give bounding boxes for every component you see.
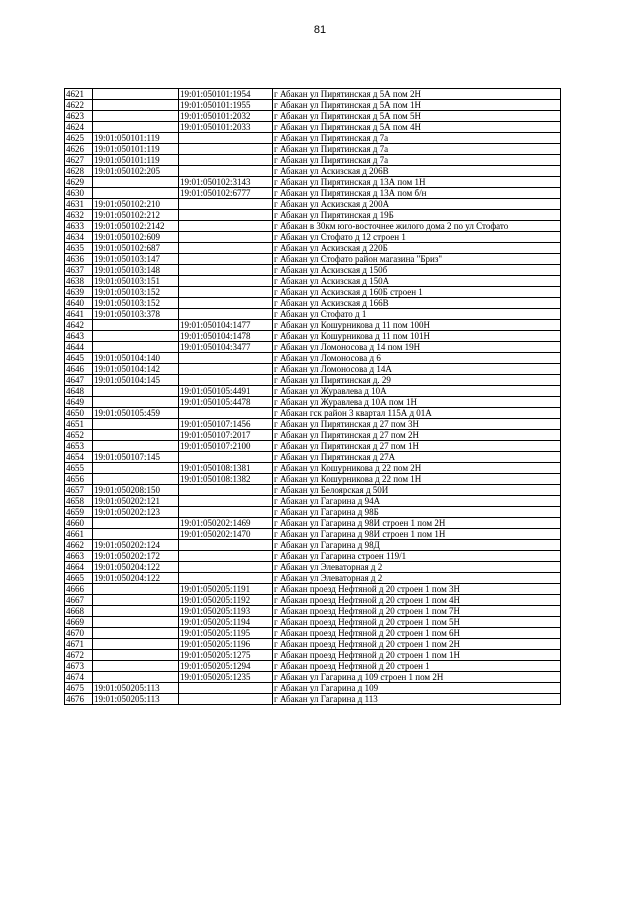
address-cell: г Абакан ул Пирятинская д 5А пом 4Н xyxy=(273,122,561,133)
land-cadastral-number-cell xyxy=(93,342,179,353)
building-cadastral-number-cell xyxy=(179,254,273,265)
building-cadastral-number-cell xyxy=(179,221,273,232)
building-cadastral-number-cell: 19:01:050105:4478 xyxy=(179,397,273,408)
land-cadastral-number-cell xyxy=(93,397,179,408)
table-row xyxy=(65,111,561,122)
table-row xyxy=(65,573,561,584)
address-cell: г Абакан ул Пирятинская д 7а xyxy=(273,155,561,166)
row-number-cell: 4639 xyxy=(65,287,93,298)
table-row xyxy=(65,122,561,133)
land-cadastral-number-cell: 19:01:050102:212 xyxy=(93,210,179,221)
row-number-cell: 4648 xyxy=(65,386,93,397)
building-cadastral-number-cell: 19:01:050205:1194 xyxy=(179,617,273,628)
table-row xyxy=(65,342,561,353)
building-cadastral-number-cell xyxy=(179,496,273,507)
table-row xyxy=(65,276,561,287)
table-row xyxy=(65,540,561,551)
address-cell: г Абакан ул Стофато д 12 строен 1 xyxy=(273,232,561,243)
building-cadastral-number-cell: 19:01:050205:1193 xyxy=(179,606,273,617)
land-cadastral-number-cell xyxy=(93,89,179,100)
land-cadastral-number-cell xyxy=(93,661,179,672)
address-cell: г Абакан ул Журавлева д 10А пом 1Н xyxy=(273,397,561,408)
table-row xyxy=(65,661,561,672)
land-cadastral-number-cell xyxy=(93,320,179,331)
table-row xyxy=(65,331,561,342)
row-number-cell: 4641 xyxy=(65,309,93,320)
row-number-cell: 4666 xyxy=(65,584,93,595)
address-cell: г Абакан проезд Нефтяной д 20 строен 1 пом 3Н xyxy=(273,584,561,595)
building-cadastral-number-cell: 19:01:050205:1196 xyxy=(179,639,273,650)
building-cadastral-number-cell xyxy=(179,276,273,287)
address-cell: г Абакан ул Гагарина д 113 xyxy=(273,694,561,705)
land-cadastral-number-cell xyxy=(93,529,179,540)
table-row xyxy=(65,617,561,628)
address-cell: г Абакан ул Аскизская д 220Б xyxy=(273,243,561,254)
land-cadastral-number-cell: 19:01:050105:459 xyxy=(93,408,179,419)
address-cell: г Абакан ул Аскизская д 206В xyxy=(273,166,561,177)
address-cell: г Абакан проезд Нефтяной д 20 строен 1 пом 6Н xyxy=(273,628,561,639)
building-cadastral-number-cell: 19:01:050107:1456 xyxy=(179,419,273,430)
row-number-cell: 4652 xyxy=(65,430,93,441)
row-number-cell: 4654 xyxy=(65,452,93,463)
address-cell: г Абакан ул Гагарина д 98И строен 1 пом 1Н xyxy=(273,529,561,540)
land-cadastral-number-cell: 19:01:050107:145 xyxy=(93,452,179,463)
building-cadastral-number-cell xyxy=(179,540,273,551)
table-row xyxy=(65,188,561,199)
building-cadastral-number-cell: 19:01:050108:1382 xyxy=(179,474,273,485)
table-row xyxy=(65,452,561,463)
address-cell: г Абакан ул Элеваторная д 2 xyxy=(273,573,561,584)
building-cadastral-number-cell: 19:01:050205:1275 xyxy=(179,650,273,661)
building-cadastral-number-cell: 19:01:050107:2017 xyxy=(179,430,273,441)
table-row xyxy=(65,507,561,518)
building-cadastral-number-cell: 19:01:050102:6777 xyxy=(179,188,273,199)
address-cell: г Абакан ул Гагарина строен 119/1 xyxy=(273,551,561,562)
table-row xyxy=(65,254,561,265)
table-row xyxy=(65,496,561,507)
land-cadastral-number-cell: 19:01:050102:2142 xyxy=(93,221,179,232)
address-cell: г Абакан ул Пирятинская д 5А пом 2Н xyxy=(273,89,561,100)
table-row xyxy=(65,89,561,100)
building-cadastral-number-cell: 19:01:050107:2100 xyxy=(179,441,273,452)
table-row xyxy=(65,430,561,441)
row-number-cell: 4647 xyxy=(65,375,93,386)
building-cadastral-number-cell xyxy=(179,210,273,221)
land-cadastral-number-cell: 19:01:050205:113 xyxy=(93,694,179,705)
address-cell: г Абакан ул Ломоносова д 14 пом 19Н xyxy=(273,342,561,353)
address-cell: г Абакан ул Гагарина д 94А xyxy=(273,496,561,507)
building-cadastral-number-cell: 19:01:050205:1294 xyxy=(179,661,273,672)
table-row xyxy=(65,386,561,397)
table-row xyxy=(65,650,561,661)
row-number-cell: 4659 xyxy=(65,507,93,518)
building-cadastral-number-cell: 19:01:050205:1192 xyxy=(179,595,273,606)
land-cadastral-number-cell: 19:01:050103:148 xyxy=(93,265,179,276)
table-row xyxy=(65,166,561,177)
land-cadastral-number-cell xyxy=(93,430,179,441)
row-number-cell: 4626 xyxy=(65,144,93,155)
row-number-cell: 4673 xyxy=(65,661,93,672)
row-number-cell: 4655 xyxy=(65,463,93,474)
row-number-cell: 4660 xyxy=(65,518,93,529)
building-cadastral-number-cell xyxy=(179,166,273,177)
address-cell: г Абакан ул Элеваторная д 2 xyxy=(273,562,561,573)
building-cadastral-number-cell xyxy=(179,364,273,375)
land-cadastral-number-cell xyxy=(93,617,179,628)
address-cell: г Абакан ул Кошурникова д 22 пом 2Н xyxy=(273,463,561,474)
building-cadastral-number-cell xyxy=(179,133,273,144)
land-cadastral-number-cell xyxy=(93,650,179,661)
address-cell: г Абакан ул Пирятинская д 13А пом б/н xyxy=(273,188,561,199)
address-cell: г Абакан ул Кошурникова д 11 пом 100Н xyxy=(273,320,561,331)
address-cell: г Абакан ул Журавлева д 10А xyxy=(273,386,561,397)
row-number-cell: 4629 xyxy=(65,177,93,188)
row-number-cell: 4657 xyxy=(65,485,93,496)
land-cadastral-number-cell: 19:01:050103:152 xyxy=(93,298,179,309)
row-number-cell: 4627 xyxy=(65,155,93,166)
land-cadastral-number-cell: 19:01:050202:124 xyxy=(93,540,179,551)
building-cadastral-number-cell: 19:01:050101:2032 xyxy=(179,111,273,122)
row-number-cell: 4656 xyxy=(65,474,93,485)
address-cell: г Абакан ул Гагарина д 109 строен 1 пом 2Н xyxy=(273,672,561,683)
table-row xyxy=(65,551,561,562)
row-number-cell: 4650 xyxy=(65,408,93,419)
land-cadastral-number-cell: 19:01:050104:142 xyxy=(93,364,179,375)
building-cadastral-number-cell xyxy=(179,309,273,320)
table-row xyxy=(65,243,561,254)
row-number-cell: 4675 xyxy=(65,683,93,694)
land-cadastral-number-cell xyxy=(93,639,179,650)
row-number-cell: 4635 xyxy=(65,243,93,254)
row-number-cell: 4634 xyxy=(65,232,93,243)
land-cadastral-number-cell xyxy=(93,386,179,397)
land-cadastral-number-cell xyxy=(93,111,179,122)
registry-table-body xyxy=(65,89,561,705)
table-row xyxy=(65,320,561,331)
building-cadastral-number-cell xyxy=(179,375,273,386)
land-cadastral-number-cell xyxy=(93,122,179,133)
table-row xyxy=(65,232,561,243)
row-number-cell: 4633 xyxy=(65,221,93,232)
address-cell: г Абакан ул Пирятинская д 27 пом 1Н xyxy=(273,441,561,452)
address-cell: г Абакан проезд Нефтяной д 20 строен 1 пом 4Н xyxy=(273,595,561,606)
building-cadastral-number-cell: 19:01:050101:2033 xyxy=(179,122,273,133)
table-row xyxy=(65,364,561,375)
row-number-cell: 4636 xyxy=(65,254,93,265)
land-cadastral-number-cell: 19:01:050102:609 xyxy=(93,232,179,243)
building-cadastral-number-cell: 19:01:050205:1191 xyxy=(179,584,273,595)
land-cadastral-number-cell: 19:01:050102:687 xyxy=(93,243,179,254)
building-cadastral-number-cell xyxy=(179,485,273,496)
building-cadastral-number-cell xyxy=(179,683,273,694)
address-cell: г Абакан ул Аскизская д 200А xyxy=(273,199,561,210)
land-cadastral-number-cell xyxy=(93,441,179,452)
land-cadastral-number-cell xyxy=(93,177,179,188)
land-cadastral-number-cell: 19:01:050102:205 xyxy=(93,166,179,177)
address-cell: г Абакан ул Аскизская д 160Б строен 1 xyxy=(273,287,561,298)
row-number-cell: 4664 xyxy=(65,562,93,573)
building-cadastral-number-cell: 19:01:050105:4491 xyxy=(179,386,273,397)
address-cell: г Абакан ул Аскизская д 166В xyxy=(273,298,561,309)
building-cadastral-number-cell xyxy=(179,507,273,518)
land-cadastral-number-cell xyxy=(93,628,179,639)
table-row xyxy=(65,100,561,111)
row-number-cell: 4624 xyxy=(65,122,93,133)
row-number-cell: 4665 xyxy=(65,573,93,584)
row-number-cell: 4674 xyxy=(65,672,93,683)
address-cell: г Абакан ул Пирятинская д 13А пом 1Н xyxy=(273,177,561,188)
table-row xyxy=(65,133,561,144)
row-number-cell: 4649 xyxy=(65,397,93,408)
row-number-cell: 4622 xyxy=(65,100,93,111)
building-cadastral-number-cell xyxy=(179,199,273,210)
land-cadastral-number-cell: 19:01:050103:378 xyxy=(93,309,179,320)
table-row xyxy=(65,562,561,573)
table-row xyxy=(65,353,561,364)
address-cell: г Абакан ул Пирятинская д 5А пом 5Н xyxy=(273,111,561,122)
land-cadastral-number-cell: 19:01:050202:121 xyxy=(93,496,179,507)
address-cell: г Абакан ул Белоярская д 50И xyxy=(273,485,561,496)
row-number-cell: 4640 xyxy=(65,298,93,309)
address-cell: г Абакан в 30км юго-восточнее жилого дома 2 по ул Стофато xyxy=(273,221,561,232)
building-cadastral-number-cell xyxy=(179,551,273,562)
land-cadastral-number-cell: 19:01:050208:150 xyxy=(93,485,179,496)
address-cell: г Абакан проезд Нефтяной д 20 строен 1 пом 7Н xyxy=(273,606,561,617)
building-cadastral-number-cell: 19:01:050101:1954 xyxy=(179,89,273,100)
building-cadastral-number-cell: 19:01:050205:1195 xyxy=(179,628,273,639)
address-cell: г Абакан ул Пирятинская д. 29 xyxy=(273,375,561,386)
row-number-cell: 4667 xyxy=(65,595,93,606)
address-cell: г Абакан гск район 3 квартал 115А д 01А xyxy=(273,408,561,419)
row-number-cell: 4628 xyxy=(65,166,93,177)
address-cell: г Абакан ул Ломоносова д 14А xyxy=(273,364,561,375)
land-cadastral-number-cell xyxy=(93,474,179,485)
row-number-cell: 4670 xyxy=(65,628,93,639)
building-cadastral-number-cell xyxy=(179,694,273,705)
address-cell: г Абакан ул Гагарина д 98И строен 1 пом 2Н xyxy=(273,518,561,529)
row-number-cell: 4621 xyxy=(65,89,93,100)
table-row xyxy=(65,287,561,298)
address-cell: г Абакан ул Ломоносова д 6 xyxy=(273,353,561,364)
land-cadastral-number-cell: 19:01:050104:140 xyxy=(93,353,179,364)
address-cell: г Абакан ул Стофато д 1 xyxy=(273,309,561,320)
row-number-cell: 4632 xyxy=(65,210,93,221)
address-cell: г Абакан проезд Нефтяной д 20 строен 1 пом 1Н xyxy=(273,650,561,661)
row-number-cell: 4638 xyxy=(65,276,93,287)
row-number-cell: 4672 xyxy=(65,650,93,661)
row-number-cell: 4651 xyxy=(65,419,93,430)
table-row xyxy=(65,441,561,452)
building-cadastral-number-cell xyxy=(179,562,273,573)
address-cell: г Абакан проезд Нефтяной д 20 строен 1 xyxy=(273,661,561,672)
table-row xyxy=(65,177,561,188)
land-cadastral-number-cell: 19:01:050204:122 xyxy=(93,562,179,573)
land-cadastral-number-cell xyxy=(93,672,179,683)
building-cadastral-number-cell xyxy=(179,298,273,309)
land-cadastral-number-cell: 19:01:050103:151 xyxy=(93,276,179,287)
address-cell: г Абакан ул Пирятинская д 27 пом 3Н xyxy=(273,419,561,430)
building-cadastral-number-cell xyxy=(179,155,273,166)
land-cadastral-number-cell: 19:01:050103:152 xyxy=(93,287,179,298)
row-number-cell: 4646 xyxy=(65,364,93,375)
table-row xyxy=(65,408,561,419)
row-number-cell: 4662 xyxy=(65,540,93,551)
building-cadastral-number-cell xyxy=(179,452,273,463)
table-row xyxy=(65,397,561,408)
land-cadastral-number-cell: 19:01:050102:210 xyxy=(93,199,179,210)
land-cadastral-number-cell xyxy=(93,188,179,199)
land-cadastral-number-cell: 19:01:050101:119 xyxy=(93,133,179,144)
row-number-cell: 4631 xyxy=(65,199,93,210)
address-cell: г Абакан ул Пирятинская д 7а xyxy=(273,133,561,144)
address-cell: г Абакан ул Кошурникова д 11 пом 101Н xyxy=(273,331,561,342)
address-cell: г Абакан ул Кошурникова д 22 пом 1Н xyxy=(273,474,561,485)
table-row xyxy=(65,694,561,705)
registry-table xyxy=(64,88,561,705)
land-cadastral-number-cell: 19:01:050101:119 xyxy=(93,155,179,166)
land-cadastral-number-cell: 19:01:050101:119 xyxy=(93,144,179,155)
building-cadastral-number-cell: 19:01:050205:1235 xyxy=(179,672,273,683)
address-cell: г Абакан ул Гагарина д 109 xyxy=(273,683,561,694)
building-cadastral-number-cell: 19:01:050102:3143 xyxy=(179,177,273,188)
row-number-cell: 4671 xyxy=(65,639,93,650)
building-cadastral-number-cell xyxy=(179,573,273,584)
address-cell: г Абакан ул Пирятинская д 19Б xyxy=(273,210,561,221)
table-row xyxy=(65,221,561,232)
building-cadastral-number-cell xyxy=(179,265,273,276)
land-cadastral-number-cell xyxy=(93,463,179,474)
page-number: 81 xyxy=(313,24,327,36)
land-cadastral-number-cell xyxy=(93,606,179,617)
table-row xyxy=(65,199,561,210)
table-row xyxy=(65,309,561,320)
table-row xyxy=(65,265,561,276)
table-row xyxy=(65,463,561,474)
row-number-cell: 4644 xyxy=(65,342,93,353)
land-cadastral-number-cell xyxy=(93,518,179,529)
table-row xyxy=(65,606,561,617)
row-number-cell: 4625 xyxy=(65,133,93,144)
row-number-cell: 4663 xyxy=(65,551,93,562)
building-cadastral-number-cell: 19:01:050104:1477 xyxy=(179,320,273,331)
address-cell: г Абакан ул Пирятинская д 27 пом 2Н xyxy=(273,430,561,441)
row-number-cell: 4645 xyxy=(65,353,93,364)
building-cadastral-number-cell: 19:01:050108:1381 xyxy=(179,463,273,474)
address-cell: г Абакан проезд Нефтяной д 20 строен 1 пом 2Н xyxy=(273,639,561,650)
land-cadastral-number-cell xyxy=(93,584,179,595)
land-cadastral-number-cell: 19:01:050205:113 xyxy=(93,683,179,694)
address-cell: г Абакан ул Пирятинская д 7а xyxy=(273,144,561,155)
building-cadastral-number-cell xyxy=(179,408,273,419)
row-number-cell: 4623 xyxy=(65,111,93,122)
land-cadastral-number-cell: 19:01:050103:147 xyxy=(93,254,179,265)
row-number-cell: 4642 xyxy=(65,320,93,331)
table-row xyxy=(65,485,561,496)
table-row xyxy=(65,298,561,309)
table-row xyxy=(65,419,561,430)
address-cell: г Абакан ул Аскизская д 150б xyxy=(273,265,561,276)
address-cell: г Абакан ул Пирятинская д 27А xyxy=(273,452,561,463)
building-cadastral-number-cell: 19:01:050104:1478 xyxy=(179,331,273,342)
land-cadastral-number-cell xyxy=(93,419,179,430)
row-number-cell: 4658 xyxy=(65,496,93,507)
building-cadastral-number-cell: 19:01:050104:3477 xyxy=(179,342,273,353)
building-cadastral-number-cell xyxy=(179,144,273,155)
building-cadastral-number-cell: 19:01:050202:1469 xyxy=(179,518,273,529)
table-row xyxy=(65,628,561,639)
table-row xyxy=(65,518,561,529)
table-row xyxy=(65,672,561,683)
row-number-cell: 4653 xyxy=(65,441,93,452)
building-cadastral-number-cell xyxy=(179,353,273,364)
land-cadastral-number-cell: 19:01:050202:172 xyxy=(93,551,179,562)
table-row xyxy=(65,529,561,540)
building-cadastral-number-cell xyxy=(179,243,273,254)
row-number-cell: 4669 xyxy=(65,617,93,628)
table-row xyxy=(65,210,561,221)
land-cadastral-number-cell xyxy=(93,331,179,342)
row-number-cell: 4637 xyxy=(65,265,93,276)
building-cadastral-number-cell xyxy=(179,287,273,298)
row-number-cell: 4661 xyxy=(65,529,93,540)
table-row xyxy=(65,595,561,606)
table-row xyxy=(65,584,561,595)
land-cadastral-number-cell xyxy=(93,595,179,606)
address-cell: г Абакан ул Гагарина д 98Б xyxy=(273,507,561,518)
row-number-cell: 4630 xyxy=(65,188,93,199)
row-number-cell: 4643 xyxy=(65,331,93,342)
land-cadastral-number-cell: 19:01:050202:123 xyxy=(93,507,179,518)
table-row xyxy=(65,474,561,485)
address-cell: г Абакан ул Пирятинская д 5А пом 1Н xyxy=(273,100,561,111)
address-cell: г Абакан проезд Нефтяной д 20 строен 1 пом 5Н xyxy=(273,617,561,628)
building-cadastral-number-cell: 19:01:050101:1955 xyxy=(179,100,273,111)
land-cadastral-number-cell: 19:01:050104:145 xyxy=(93,375,179,386)
address-cell: г Абакан ул Аскизская д 150А xyxy=(273,276,561,287)
building-cadastral-number-cell xyxy=(179,232,273,243)
row-number-cell: 4676 xyxy=(65,694,93,705)
table-row xyxy=(65,639,561,650)
building-cadastral-number-cell: 19:01:050202:1470 xyxy=(179,529,273,540)
table-row xyxy=(65,683,561,694)
table-row xyxy=(65,155,561,166)
table-row xyxy=(65,375,561,386)
address-cell: г Абакан ул Стофато район магазина "Бриз" xyxy=(273,254,561,265)
table-row xyxy=(65,144,561,155)
row-number-cell: 4668 xyxy=(65,606,93,617)
land-cadastral-number-cell xyxy=(93,100,179,111)
address-cell: г Абакан ул Гагарина д 98Д xyxy=(273,540,561,551)
land-cadastral-number-cell: 19:01:050204:122 xyxy=(93,573,179,584)
